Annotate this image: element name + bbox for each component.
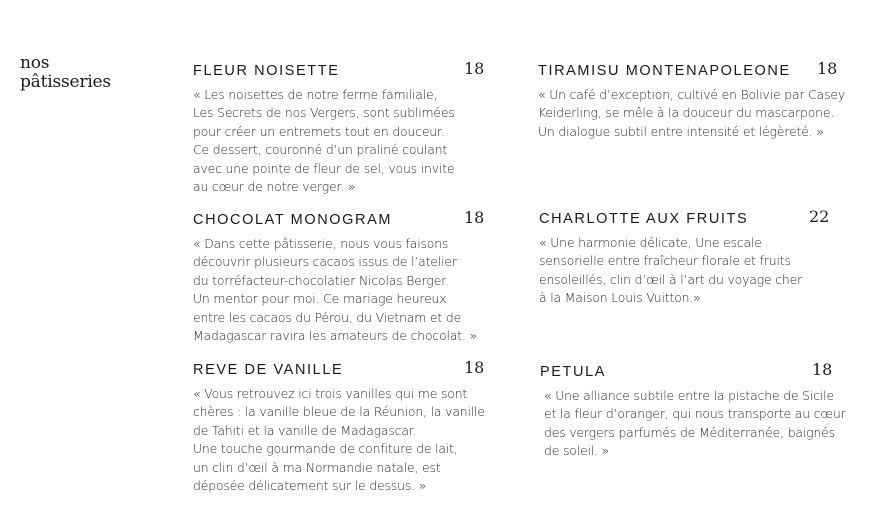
- item-price: 22: [809, 207, 830, 226]
- description-line: des vergers parfumés de Méditerranée, baignés: [544, 424, 835, 440]
- description-line: « Une alliance subtile entre la pistache de Sicile: [544, 388, 834, 403]
- description-line: chères : la vanille bleue de la Réunion, la vanille: [193, 404, 485, 420]
- item-price: 18: [817, 59, 838, 78]
- item-price: 18: [464, 208, 485, 227]
- description-line: Une touche gourmande de confiture de lait,: [193, 441, 458, 457]
- item-name: TIRAMISU MONTENAPOLEONE: [538, 63, 791, 79]
- description-line: pour créer un entremets tout en douceur.: [193, 123, 445, 139]
- description-line: de soleil. »: [544, 443, 610, 459]
- description-line: Un dialogue subtil entre intensité et légèreté. »: [538, 123, 824, 139]
- description-line: « Les noisettes de notre ferme familiale,: [193, 87, 438, 102]
- description-line: à la Maison Louis Vuitton.»: [539, 290, 701, 306]
- description-line: Keiderling, se mêle à la douceur du mascarpone.: [538, 105, 835, 121]
- item-name: REVE DE VANILLE: [193, 362, 344, 378]
- item-description: [544, 387, 846, 461]
- section-title: [20, 54, 111, 92]
- description-line: ensoleillés, clin d’œil à l’art du voyage cher: [539, 271, 803, 287]
- item-description: [538, 86, 845, 141]
- description-line: « Vous retrouvez ici trois vanilles qui me sont: [193, 386, 468, 401]
- description-line: Madagascar ravira les amateurs de chocolat. »: [193, 328, 477, 344]
- description-line: découvrir plusieurs cacaos issus de l’atelier: [193, 254, 457, 270]
- item-description: [539, 234, 802, 308]
- item-description: [193, 385, 485, 495]
- item-name: CHARLOTTE AUX FRUITS: [539, 211, 749, 227]
- description-line: Un mentor pour moi. Ce mariage heureux: [193, 291, 447, 307]
- item-name: PETULA: [540, 364, 607, 380]
- item-name: CHOCOLAT MONOGRAM: [193, 212, 393, 228]
- description-line: « Un café d’exception, cultivé en Bolivie par Casey: [538, 87, 846, 102]
- item-price: 18: [464, 358, 485, 377]
- description-line: Ce dessert, couronné d’un praliné coulant: [193, 142, 448, 158]
- description-line: de Tahiti et la vanille de Madagascar.: [193, 422, 417, 438]
- description-line: et la fleur d’oranger, qui nous transporte au cœur: [544, 406, 846, 422]
- description-line: sensorielle entre fraîcheur florale et fruits: [539, 253, 791, 269]
- item-price: 18: [812, 360, 833, 379]
- description-line: entre les cacaos du Pérou, du Vietnam et de: [193, 309, 462, 325]
- item-price: 18: [464, 59, 485, 78]
- description-line: « Dans cette pâtisserie, nous vous faisons: [193, 236, 449, 251]
- section-title-line: nos: [20, 53, 50, 73]
- description-line: Les Secrets de nos Vergers, sont sublimées: [193, 105, 455, 121]
- item-name: FLEUR NOISETTE: [193, 63, 340, 79]
- description-line: du torréfacteur-chocolatier Nicolas Berger.: [193, 272, 449, 288]
- item-description: [193, 235, 477, 345]
- description-line: déposée délicatement sur le dessus. »: [193, 478, 427, 494]
- section-title-line: pâtisseries: [20, 72, 111, 92]
- description-line: « Une harmonie délicate, Une escale: [539, 235, 762, 250]
- description-line: au cœur de notre verger. »: [193, 179, 356, 195]
- description-line: un clin d’œil à ma Normandie natale, est: [193, 459, 441, 475]
- item-description: [193, 86, 455, 196]
- description-line: avec une pointe de fleur de sel, vous invite: [193, 160, 455, 176]
